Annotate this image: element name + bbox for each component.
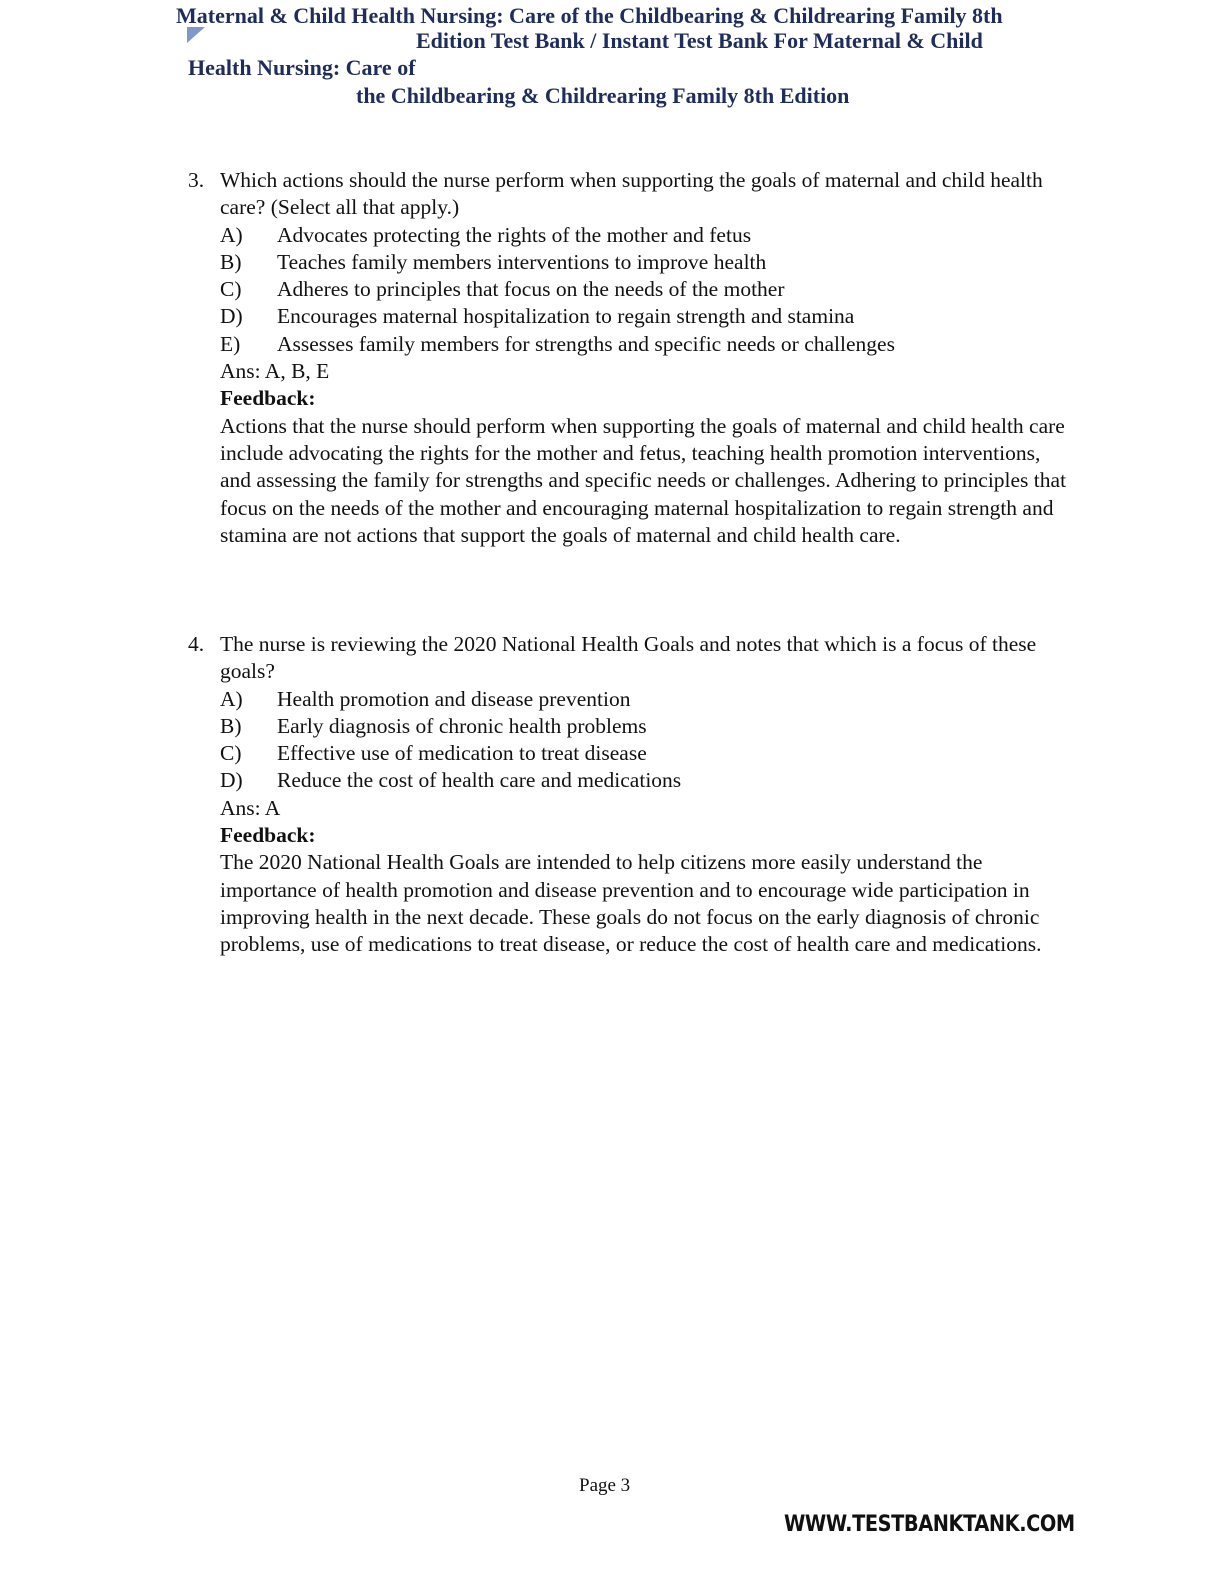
option-text: Advocates protecting the rights of the mother and fetus	[277, 222, 752, 247]
feedback-label: Feedback:	[220, 823, 316, 848]
question-number: 3.	[188, 168, 205, 192]
header-title-line-1: Maternal & Child Health Nursing: Care of the Childbearing & Childrearing Family 8th	[176, 3, 1003, 28]
feedback-text: The 2020 National Health Goals are intended to help citizens more easily understand the importance of health promotion and disease prevention and to encourage wide participation in improving health in the next decade. These goals do not focus on the early diagnosis of chronic problems, use of medications to treat disease, or reduce the cost of health care and medications.	[220, 850, 1042, 957]
option-text: Health promotion and disease prevention	[277, 686, 631, 711]
question-text: The nurse is reviewing the 2020 National Health Goals and notes that which is a focus of these goals?	[220, 632, 1037, 684]
option-c	[220, 276, 1068, 303]
header-title-line-3: Health Nursing: Care of	[188, 55, 416, 80]
option-letter: A)	[220, 222, 243, 247]
option-letter: C)	[220, 741, 242, 766]
option-letter: C)	[220, 277, 242, 302]
option-letter: D)	[220, 768, 243, 793]
option-letter: D)	[220, 304, 243, 329]
option-text: Teaches family members interventions to improve health	[277, 249, 767, 274]
document-header	[0, 0, 1224, 120]
option-c	[220, 740, 1068, 767]
option-b	[220, 713, 1068, 740]
option-d	[220, 767, 1068, 794]
option-a	[220, 686, 1068, 713]
option-d	[220, 303, 1068, 330]
option-letter: B)	[220, 249, 242, 274]
corner-triangle-icon	[187, 27, 205, 43]
answer-line: Ans: A, B, E	[220, 359, 330, 384]
page-number: Page 3	[579, 1475, 631, 1496]
option-letter: A)	[220, 686, 243, 711]
option-text: Encourages maternal hospitalization to regain strength and stamina	[277, 304, 855, 329]
header-title-line-2: Edition Test Bank / Instant Test Bank For Maternal & Child	[416, 28, 983, 53]
option-b	[220, 249, 1068, 276]
answer-line: Ans: A	[220, 795, 281, 820]
header-title-line-4: the Childbearing & Childrearing Family 8th Edition	[356, 83, 850, 108]
option-text: Reduce the cost of health care and medications	[277, 768, 682, 793]
option-text: Early diagnosis of chronic health problems	[277, 713, 647, 738]
option-text: Assesses family members for strengths and specific needs or challenges	[277, 331, 895, 356]
website-watermark: WWW.TESTBANKTANK.COM	[784, 1512, 1075, 1537]
option-letter: B)	[220, 713, 242, 738]
feedback-text: Actions that the nurse should perform when supporting the goals of maternal and child health care include advocating the rights for the mother and fetus, teaching health promotion interventions, and assessing the family for strengths and specific needs or challenges. Adhering to principles that focus on the needs of the mother and encouraging maternal hospitalization to regain strength and stamina are not actions that support the goals of maternal and child health care.	[220, 413, 1067, 547]
option-e	[220, 331, 1068, 358]
feedback-label: Feedback:	[220, 386, 316, 411]
question-number: 4.	[188, 632, 205, 656]
question-text: Which actions should the nurse perform when supporting the goals of maternal and child health care? (Select all that apply.)	[220, 168, 1043, 220]
option-letter: E)	[220, 331, 241, 356]
question-3	[188, 167, 1068, 549]
option-text: Effective use of medication to treat disease	[277, 741, 647, 766]
question-4	[188, 631, 1068, 959]
option-a	[220, 222, 1068, 249]
option-text: Adheres to principles that focus on the needs of the mother	[277, 277, 785, 302]
